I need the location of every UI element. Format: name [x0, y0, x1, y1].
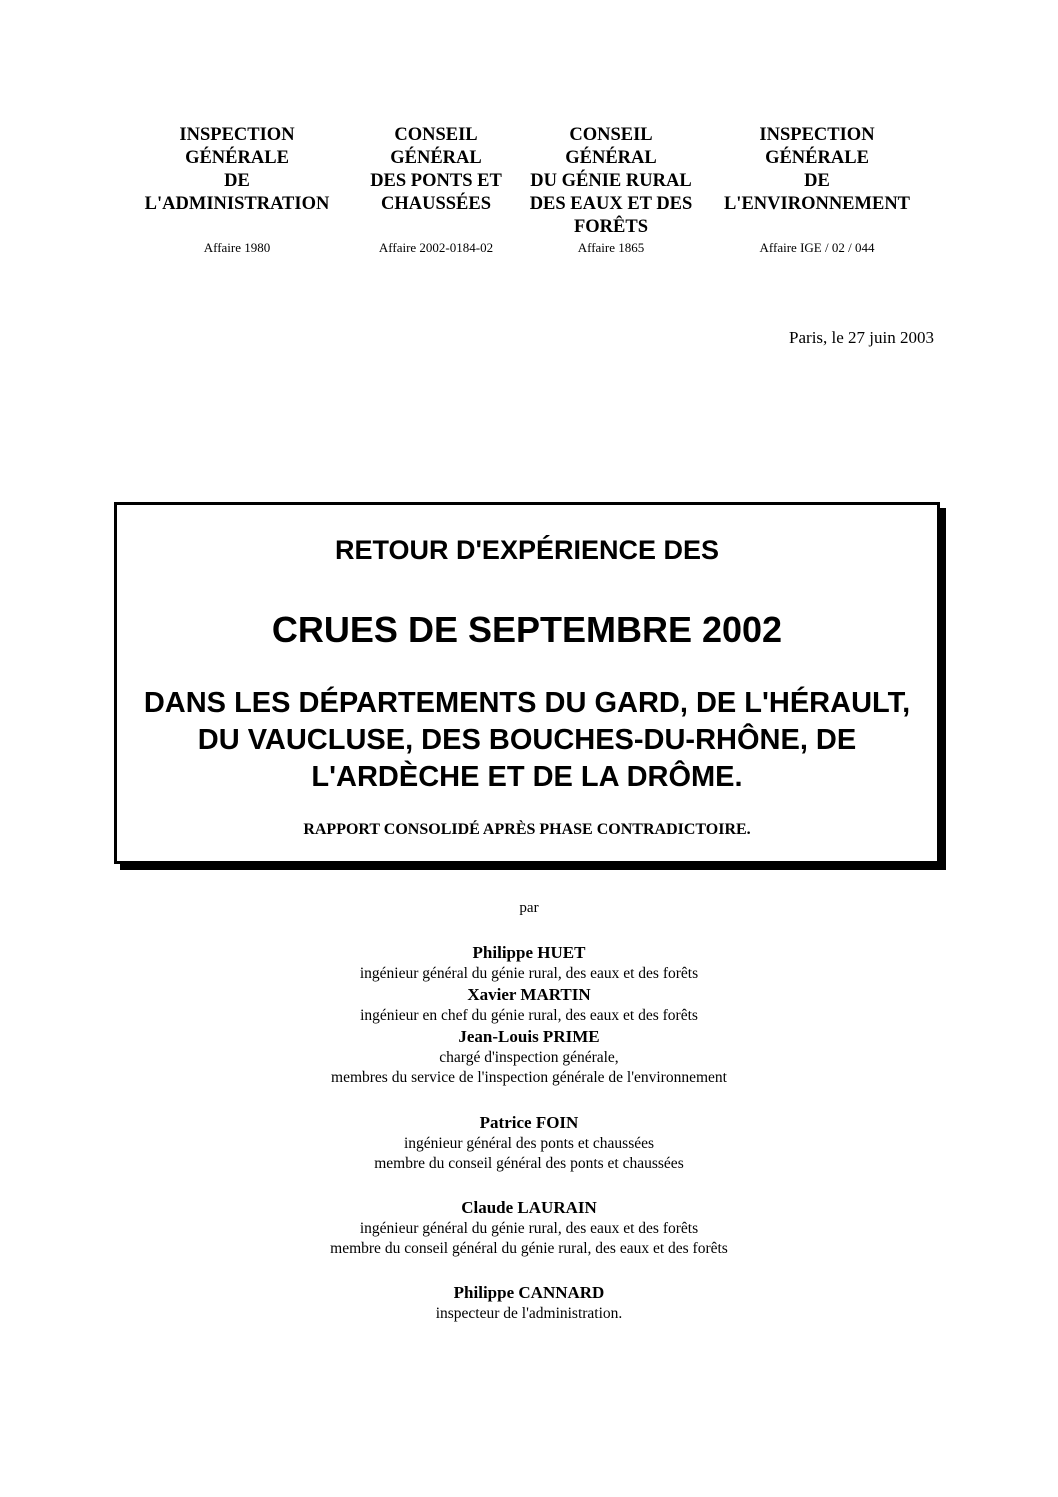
author-name: Xavier MARTIN: [467, 985, 591, 1004]
author-name: Patrice FOIN: [479, 1113, 579, 1132]
header-col-affaire: Affaire 2002-0184-02: [378, 240, 494, 255]
author-name: Philippe CANNARD: [453, 1283, 605, 1302]
title-line-2: CRUES DE SEPTEMBRE 2002: [271, 609, 783, 650]
header-col-cgpc: [346, 124, 526, 255]
header-col-cggref: [516, 124, 706, 255]
header-col-title: INSPECTION GÉNÉRALE DE L'ADMINISTRATION: [144, 125, 330, 214]
header-col-title: CONSEIL GÉNÉRAL DU GÉNIE RURAL DES EAUX ET DES FORÊTS: [529, 125, 693, 237]
author-role: ingénieur général du génie rural, des eaux et des forêts: [359, 1220, 699, 1237]
author-role: chargé d'inspection générale,: [439, 1049, 619, 1066]
author-role: ingénieur général du génie rural, des eaux et des forêts: [359, 965, 699, 982]
author-group-foin: [0, 1112, 1058, 1174]
title-subtitle: RAPPORT CONSOLIDÉ APRÈS PHASE CONTRADICTOIRE.: [303, 821, 751, 838]
header-col-title: INSPECTION GÉNÉRALE DE L'ENVIRONNEMENT: [723, 125, 911, 214]
header-col-ige: [712, 124, 922, 255]
author-role: ingénieur en chef du génie rural, des eaux et des forêts: [360, 1007, 698, 1024]
author-role: ingénieur général des ponts et chaussées: [403, 1135, 655, 1152]
author-group-laurain: [0, 1197, 1058, 1259]
author-membership: membre du conseil général des ponts et chaussées: [374, 1155, 684, 1172]
header-col-affaire: Affaire IGE / 02 / 044: [759, 240, 875, 255]
header-col-affaire: Affaire 1865: [577, 240, 645, 255]
author-membership: membres du service de l'inspection générale de l'environnement: [331, 1069, 727, 1086]
document-date: Paris, le 27 juin 2003: [789, 328, 934, 347]
author-role: inspecteur de l'administration.: [435, 1305, 623, 1322]
header-col-iga: [137, 124, 337, 255]
author-group-cannard: [0, 1282, 1058, 1324]
author-name: Claude LAURAIN: [461, 1198, 597, 1217]
author-membership: membre du conseil général du génie rural, des eaux et des forêts: [330, 1240, 728, 1257]
author-group-ige: [0, 942, 1058, 1088]
author-name: Philippe HUET: [472, 943, 586, 962]
header-col-affaire: Affaire 1980: [203, 240, 271, 255]
par-label: par: [519, 900, 539, 916]
document-header: [0, 124, 1058, 264]
title-box: [114, 502, 940, 864]
title-line-3: DANS LES DÉPARTEMENTS DU GARD, DE L'HÉRAULT, DU VAUCLUSE, DES BOUCHES-DU-RHÔNE, DE L'ARDÈCHE ET DE LA DRÔME.: [143, 687, 911, 793]
header-col-title: CONSEIL GÉNÉRAL DES PONTS ET CHAUSSÉES: [370, 125, 502, 214]
title-line-1: RETOUR D'EXPÉRIENCE DES: [335, 535, 719, 565]
author-name: Jean-Louis PRIME: [458, 1027, 600, 1046]
